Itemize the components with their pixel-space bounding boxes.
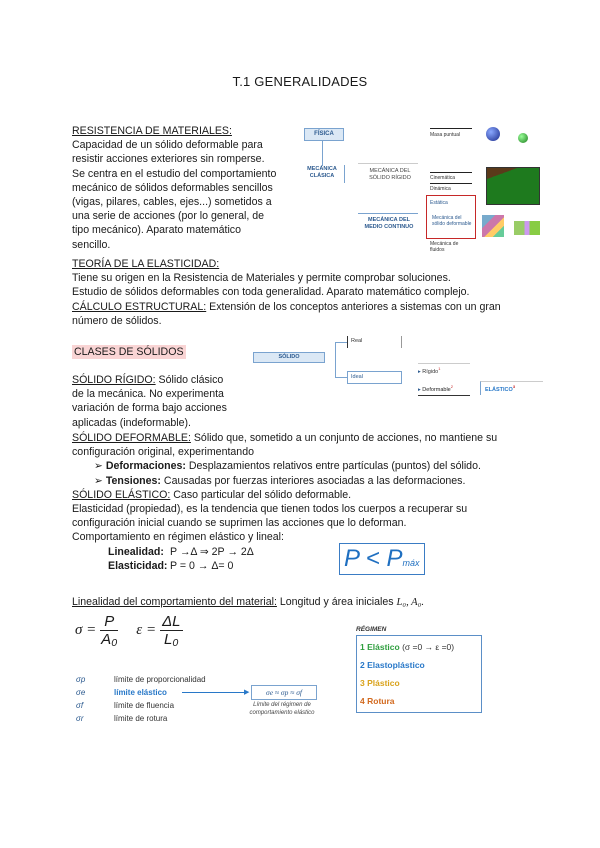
limit-item	[76, 699, 206, 712]
divider	[430, 172, 472, 173]
text-line: Elasticidad (propiedad), es la tendencia que tienen todos los cuerpos a recuperar su	[72, 503, 468, 516]
solid-diagram	[250, 333, 550, 403]
label: MEDIO CONTINUO	[364, 224, 414, 230]
mec-medio-continuo-node	[360, 217, 418, 231]
atom-image-icon	[486, 127, 500, 141]
real-node: Real	[347, 336, 402, 348]
page-title: T.1 GENERALIDADES	[232, 74, 368, 89]
divider	[430, 128, 472, 129]
label: límite de fluencia	[114, 701, 175, 710]
elasticidad-section	[72, 257, 501, 328]
arrow-bullet-icon: ➢	[94, 474, 106, 487]
text-line: configuración original, experimentando	[72, 446, 254, 459]
rigido-node	[418, 363, 470, 376]
caption-line: Límite del régimen de	[253, 702, 311, 708]
symbol: σf	[76, 701, 84, 710]
linealidad-label: Linealidad:	[108, 545, 164, 558]
linealidad-material-heading: Linealidad del comportamiento del material:	[72, 596, 277, 608]
text-line: de la mecánica. No experimenta	[72, 388, 224, 401]
label: MECÁNICA DEL	[369, 168, 411, 174]
fluid-image-icon	[514, 221, 540, 235]
mecanica-clasica-node	[304, 166, 340, 180]
epsilon-den: L₀	[163, 631, 179, 648]
symbol: σr	[76, 714, 84, 723]
term: Deformaciones:	[105, 460, 186, 473]
text-line: número de sólidos.	[72, 314, 162, 327]
epsilon-lhs: ε =	[136, 622, 157, 638]
text: Sólido que, sometido a un conjunto de acciones, no mantiene su	[190, 432, 498, 444]
ideal-node: Ideal	[347, 371, 402, 384]
deformable-section	[72, 431, 497, 573]
label: SÓLIDO RÍGIDO	[369, 175, 411, 181]
text: Sólido clásico	[155, 374, 224, 386]
molecule-image-icon	[518, 133, 528, 143]
superscript: 1	[438, 366, 441, 371]
num: 1	[360, 642, 365, 652]
item-dinamica: Dinámica	[430, 186, 451, 192]
bullet-item	[72, 459, 497, 473]
text-line: (vigas, pilares, cables, ejes...) sometidos a	[72, 196, 272, 209]
limit-item	[76, 712, 206, 725]
regimen-item	[360, 656, 478, 674]
rigido-heading: SÓLIDO RÍGIDO:	[72, 374, 156, 386]
num: 3	[360, 678, 365, 688]
num: 4	[360, 696, 365, 706]
label: MECÁNICA DEL	[368, 217, 410, 223]
label: límite de rotura	[114, 714, 168, 723]
epsilon-num: ΔL	[162, 613, 181, 630]
text-line: tipo mecánico). Aparato matemático	[72, 224, 241, 237]
superscript: 3	[512, 384, 516, 389]
text-line: Estudio de sólidos deformables con toda generalidad. Aparato matemático complejo.	[72, 286, 470, 299]
desc: Causadas por fuerzas interiores asociadas a las deformaciones.	[160, 474, 466, 487]
resistencia-section	[72, 124, 276, 252]
item-estatica: Estática	[430, 200, 448, 206]
connector	[335, 342, 336, 377]
desc: Desplazamientos relativos entre partículas (puntos) del sólido.	[185, 460, 481, 473]
text-line: Se centra en el estudio del comportamiento	[72, 167, 277, 180]
vars: L₀, A₀.	[396, 597, 424, 608]
deformable-heading: SÓLIDO DEFORMABLE:	[72, 432, 191, 444]
text: Caso particular del sólido deformable.	[170, 488, 352, 501]
connector	[335, 342, 347, 343]
regimen-item	[360, 674, 478, 692]
sigma-den: A₀	[101, 631, 118, 648]
connector	[335, 377, 347, 378]
approx-caption	[232, 701, 332, 717]
text-line: Tiene su origen en la Resistencia de Materiales y permite comprobar soluciones.	[72, 272, 451, 285]
elasticidad-expr: P = 0 → Δ= 0	[170, 559, 234, 572]
sigma-num: P	[100, 613, 118, 631]
text-line: configuración inicial cuando se suprimen las acciones que lo deforman.	[72, 517, 407, 530]
material-grain-image-icon	[482, 215, 504, 237]
formula-sub: máx	[402, 558, 420, 568]
text: Longitud y área iniciales	[276, 596, 397, 608]
label: Rígido	[422, 368, 439, 375]
arrow-line	[182, 692, 248, 693]
approx-box: σe ≈ σp ≈ σf	[251, 685, 317, 700]
stress-strain-formulas	[75, 613, 183, 648]
text-line: sencillo.	[72, 238, 111, 251]
superscript: 2	[450, 384, 453, 389]
divider	[358, 213, 418, 214]
solido-node: SÓLIDO	[253, 352, 325, 363]
divider	[430, 183, 472, 184]
fisica-node: FÍSICA	[304, 128, 344, 141]
limits-list	[76, 673, 206, 725]
extra: (σ =0 → ε =0)	[399, 642, 455, 652]
divider	[358, 163, 418, 164]
symbol: σp	[76, 675, 86, 684]
clases-heading: CLASES DE SÓLIDOS	[74, 346, 184, 358]
term: Tensiones:	[105, 474, 161, 487]
label: Deformable	[422, 386, 451, 393]
label: Elastoplástico	[367, 660, 425, 670]
num: 2	[360, 660, 365, 670]
label: ELÁSTICO	[485, 386, 513, 393]
item-masa-puntual: Masa puntual	[430, 132, 461, 138]
elasticidad-label: Elasticidad:	[108, 559, 168, 572]
text-line: una serie de acciones (por lo general, de	[72, 210, 264, 223]
connector	[322, 140, 323, 166]
label: Elástico	[367, 642, 400, 652]
resistencia-heading: RESISTENCIA DE MATERIALES:	[72, 125, 232, 137]
text-line: variación de forma bajo acciones	[72, 402, 227, 415]
label: MECÁNICA	[307, 166, 337, 172]
billiard-image-icon	[486, 167, 540, 205]
arrow-right-icon: ▸	[418, 368, 423, 375]
arrow-right-icon: ▶	[244, 689, 250, 696]
label: límite elástico	[114, 688, 167, 697]
regimen-legend	[356, 626, 482, 713]
caption-line: comportamiento elástico	[249, 710, 315, 716]
limit-item	[76, 673, 206, 686]
item-fluidos: Mecánica de fluidos	[430, 241, 459, 253]
regimen-title: RÉGIMEN	[356, 626, 387, 633]
bullet-item	[72, 474, 497, 488]
calculo-text: Extensión de los conceptos anteriores a sistemas con un gran	[206, 300, 501, 313]
deformable-node	[418, 382, 470, 396]
arrow-bullet-icon: ➢	[94, 460, 106, 473]
text-line: resistir acciones exteriores sin romperse.	[72, 153, 265, 166]
mec-solido-rigido-node	[362, 168, 418, 182]
label: Rotura	[367, 696, 395, 706]
sigma-lhs: σ =	[75, 622, 97, 638]
item-solido-deformable: Mecánica del sólido deformable	[432, 215, 472, 227]
arrow-right-icon: ▸	[418, 386, 423, 393]
physics-diagram	[300, 125, 540, 260]
elastico-node	[480, 381, 543, 395]
label: Plástico	[367, 678, 400, 688]
regimen-item	[360, 638, 478, 656]
divider	[344, 165, 345, 183]
label: CLÁSICA	[309, 173, 335, 179]
item-cinematica: Cinemática	[430, 175, 456, 181]
formula-main: P < P	[344, 545, 403, 572]
calculo-heading: CÁLCULO ESTRUCTURAL:	[72, 300, 207, 313]
linealidad-material-line	[72, 595, 424, 610]
rigido-section	[72, 373, 227, 430]
elasticidad-heading: TEORÍA DE LA ELASTICIDAD:	[72, 258, 220, 270]
regimen-item	[360, 692, 478, 710]
linealidad-expr: P →Δ ⇒ 2P → 2Δ	[170, 545, 254, 558]
elastico-heading: SÓLIDO ELÁSTICO:	[72, 488, 171, 501]
text-line: aplicadas (indeformable).	[72, 416, 191, 429]
text-line: Comportamiento en régimen elástico y lineal:	[72, 531, 284, 544]
symbol: σe	[76, 688, 86, 697]
text-line: mecánico de sólidos deformables sencillos	[72, 181, 273, 194]
formula-box	[339, 543, 425, 575]
label: límite de proporcionalidad	[114, 675, 206, 684]
text-line: Capacidad de un sólido deformable para	[72, 139, 263, 152]
